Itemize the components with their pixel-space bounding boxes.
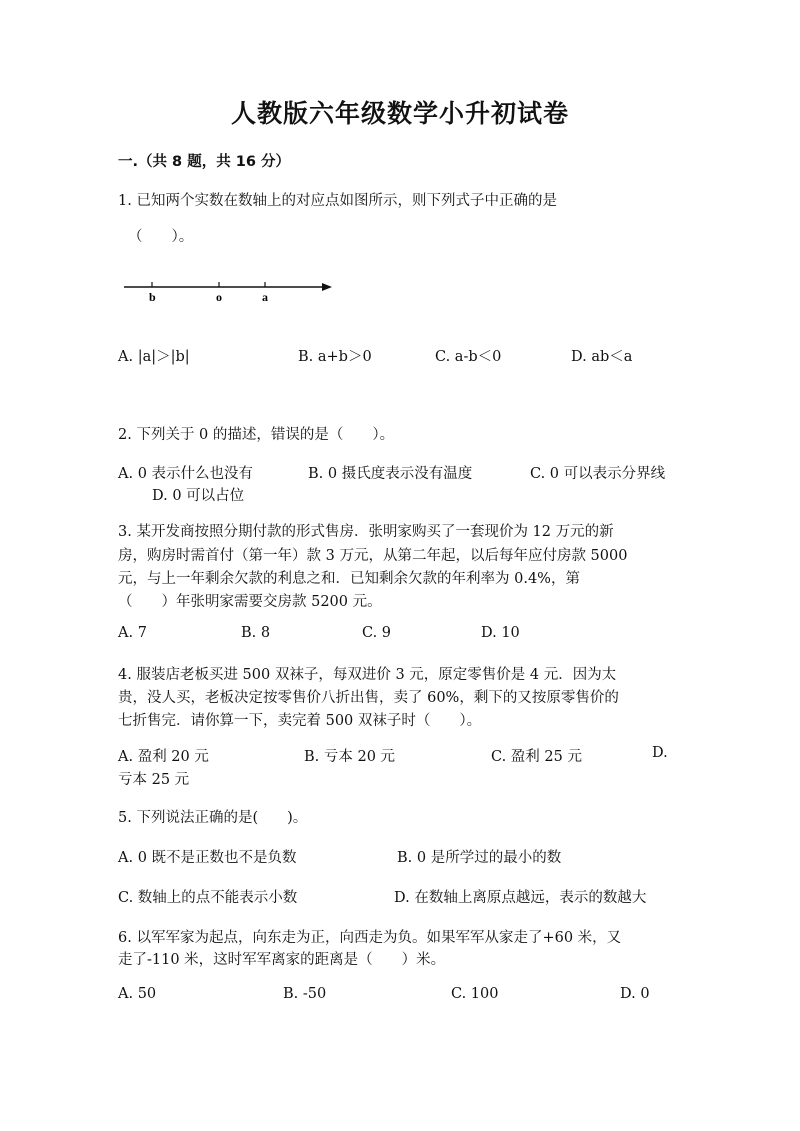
- question-3-line-1: 3. 某开发商按照分期付款的形式售房．张明家购买了一套现价为 12 万元的新: [118, 524, 614, 540]
- number-line-arrow: [322, 283, 332, 291]
- q5-option-a: A. 0 既不是正数也不是负数: [118, 850, 297, 866]
- q1-option-c: C. a-b＜0: [435, 349, 502, 365]
- q3-option-b: B. 8: [241, 625, 271, 641]
- q6-option-c: C. 100: [451, 986, 499, 1002]
- q3-option-a: A. 7: [118, 625, 147, 641]
- question-1-text: 1. 已知两个实数在数轴上的对应点如图所示，则下列式子中正确的是: [118, 193, 557, 209]
- q3-option-c: C. 9: [362, 625, 392, 641]
- question-6-line-2: 走了-110 米，这时军军离家的距离是（ ）米。: [118, 952, 446, 968]
- question-3-line-3: 元，与上一年剩余欠款的利息之和．已知剩余欠款的年利率为 0.4%，第: [118, 571, 580, 587]
- q5-option-d: D. 在数轴上离原点越远，表示的数越大: [394, 890, 647, 906]
- q1-option-d: D. ab＜a: [571, 349, 633, 365]
- question-6-line-1: 6. 以军军家为起点，向东走为正，向西走为负。如果军军从家走了+60 米，又: [118, 930, 622, 946]
- q1-option-a: A. |a|＞|b|: [118, 349, 190, 365]
- question-5-text: 5. 下列说法正确的是( )。: [118, 810, 308, 826]
- q2-option-b: B. 0 摄氏度表示没有温度: [308, 466, 473, 482]
- q2-option-d: D. 0 可以占位: [152, 488, 245, 504]
- number-line-figure: [0, 0, 800, 320]
- question-4-line-3: 七折售完．请你算一下，卖完着 500 双袜子时（ ）。: [118, 713, 482, 729]
- q4-option-c: C. 盈利 25 元: [491, 749, 582, 765]
- page-title: 人教版六年级数学小升初试卷: [230, 99, 569, 128]
- label-a: a: [262, 290, 268, 304]
- q4-option-a: A. 盈利 20 元: [118, 749, 209, 765]
- q5-option-b: B. 0 是所学过的最小的数: [397, 850, 562, 866]
- q4-option-d: D.: [652, 745, 668, 761]
- question-4-line-1: 4. 服装店老板买进 500 双袜子，每双进价 3 元，原定零售价是 4 元．因为太: [118, 667, 617, 683]
- q5-option-c: C. 数轴上的点不能表示小数: [118, 890, 298, 906]
- q6-option-d: D. 0: [620, 986, 650, 1002]
- q4-option-d-text: 亏本 25 元: [118, 772, 190, 788]
- question-4-line-2: 贵，没人买，老板决定按零售价八折出售，卖了 60%，剩下的又按原零售价的: [118, 690, 619, 706]
- label-o: o: [216, 290, 222, 304]
- q2-option-a: A. 0 表示什么也没有: [118, 466, 254, 482]
- question-1-blank: （ ）。: [128, 229, 194, 245]
- question-3-line-4: （ ）年张明家需要交房款 5200 元。: [118, 594, 382, 610]
- q4-option-b: B. 亏本 20 元: [304, 749, 396, 765]
- question-3-line-2: 房，购房时需首付（第一年）款 3 万元，从第二年起，以后每年应付房款 5000: [118, 548, 628, 564]
- section-heading: 一.（共 8 题，共 16 分）: [118, 154, 290, 170]
- q6-option-a: A. 50: [118, 986, 157, 1002]
- q1-option-b: B. a+b＞0: [298, 349, 372, 365]
- question-2-text: 2. 下列关于 0 的描述，错误的是（ ）。: [118, 427, 395, 443]
- q2-option-c: C. 0 可以表示分界线: [530, 466, 666, 482]
- label-b: b: [149, 290, 156, 304]
- q6-option-b: B. -50: [283, 986, 327, 1002]
- q3-option-d: D. 10: [481, 625, 520, 641]
